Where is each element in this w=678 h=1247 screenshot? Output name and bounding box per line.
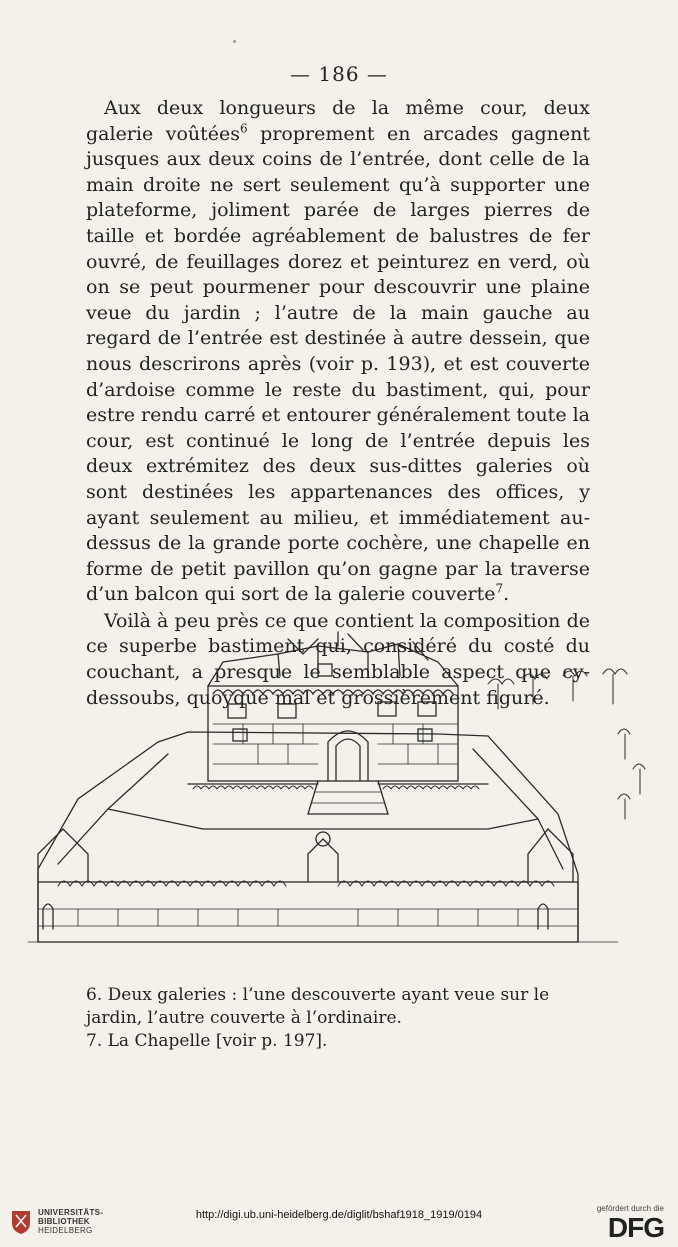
paragraph-1-part-b: proprement en arcades gagnent jusques aux deux coins de l’entrée, dont celle de la main droite ne sert seulement qu’à supporter une plateforme, joliment parée de larges pierres de taille et bordée agréablement de balustres de fer ouvré, de feuillages dorez et peinturez en verd, où on se peut pourmener pour descouvrir une plaine veue du jardin ; l’autre de la main gauche au regard de l’entrée est destinée à autre dessein, que nous descrirons après (voir p. 193), et est couverte d’ardoise comme le reste du bastiment, qui, pour estre rendu carré et entourer généralement toute la cour, est continué le long de l’entrée depuis les deux extrémitez des deux sus-dittes galeries où sont destinées les appartenances des offices, y ayant seulement au milieu, et immédiatement au-dessus de la grande porte cochère, une chapelle en forme de petit pavillon qu’on gagne par la traverse d’un balcon qui sort de la galerie couverte (86, 122, 591, 606)
library-line-2: BIBLIOTHEK (38, 1217, 90, 1226)
dfg-logo[interactable] (597, 1204, 664, 1243)
paragraph-2: Voilà à peu près ce que contient la composition de ce superbe bastiment qui, considéré du costé du couchant, a presque le semblable aspect que cy-dessoubs, quoyque mal et grossièrement figuré. (86, 609, 590, 709)
paragraph-1-end: . (503, 583, 510, 606)
paragraph-1 (86, 96, 590, 608)
footnote-7: 7. La Chapelle [voir p. 197]. (86, 1031, 328, 1051)
footnote-6: 6. Deux galeries : l’une descouverte ayant veue sur le jardin, l’autre couverte à l’ordinaire. (86, 985, 550, 1028)
center-mark (233, 40, 236, 43)
dfg-wordmark: DFG (607, 1212, 664, 1243)
paragraph-1-part-a: Aux deux longueurs de la même cour, deux galerie voûtées (86, 97, 590, 145)
source-url[interactable]: http://digi.ub.uni-heidelberg.de/diglit/bshaf1918_1919/0194 (195, 1209, 483, 1221)
dfg-caption: gefördert durch die (596, 1204, 664, 1213)
body-text (86, 96, 590, 711)
footnote-ref-7[interactable]: 7 (495, 581, 504, 596)
footnotes (86, 984, 596, 1053)
library-line-1: UNIVERSITÄTS- (38, 1208, 104, 1217)
library-line-3: HEIDELBERG (38, 1226, 93, 1235)
chateau-sketch-illustration (18, 624, 662, 954)
page-number: — 186 — (290, 62, 388, 86)
footnote-ref-6[interactable]: 6 (240, 121, 248, 136)
